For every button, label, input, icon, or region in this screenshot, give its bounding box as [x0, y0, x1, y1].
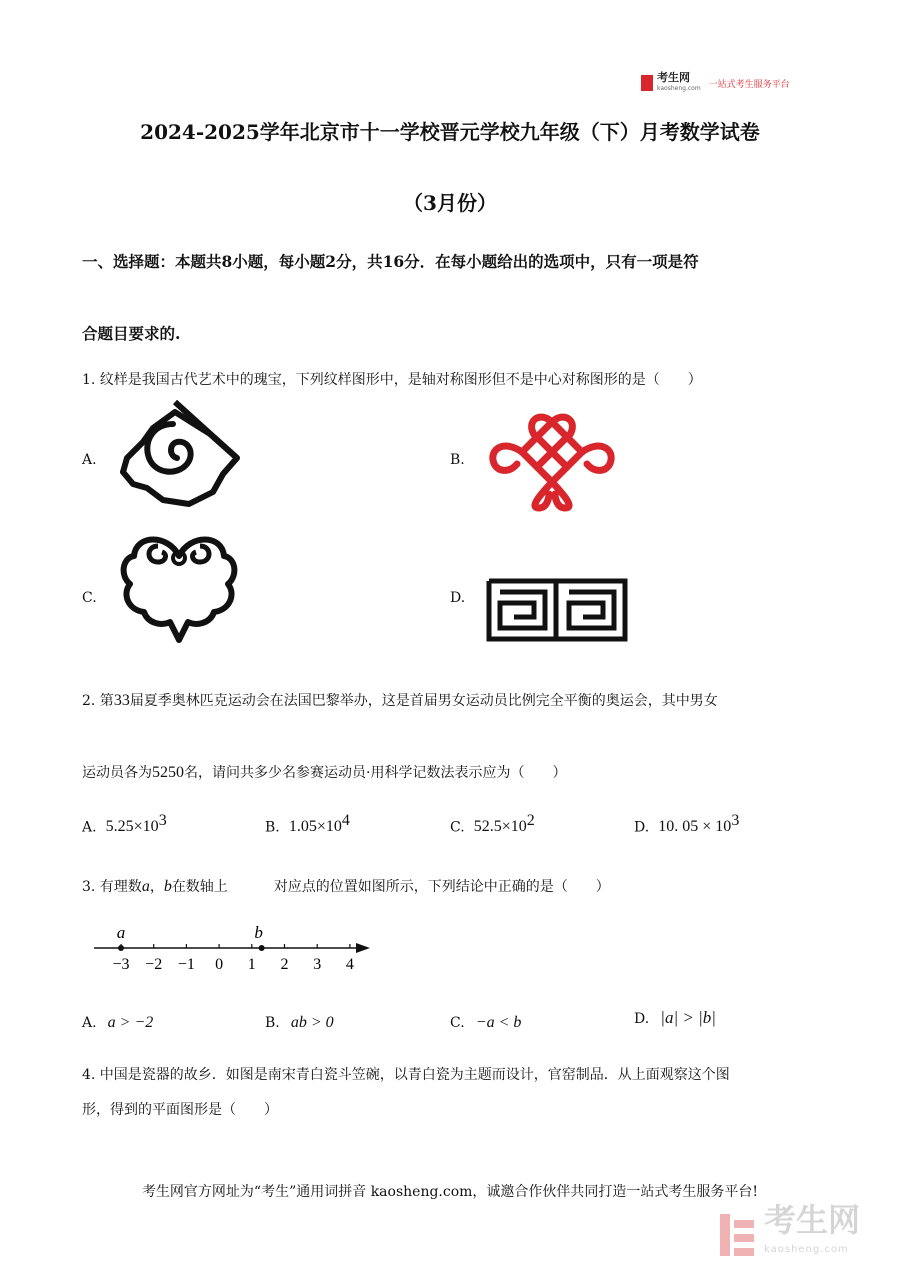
q1-option-c-label: C. — [82, 590, 97, 606]
q2-option-b — [265, 812, 350, 836]
q2-number-33: 33 — [113, 692, 130, 709]
section-heading-line1: 一、选择题：本题共8小题，每小题2分，共16分．在每小题给出的选项中，只有一项是符 — [82, 252, 699, 271]
q3-stem-part: ， — [149, 879, 164, 895]
option-expression: |a| > |b| — [660, 1008, 716, 1027]
point-a-label: a — [116, 923, 126, 942]
page-title: 2024-2025学年北京市十一学校晋元学校九年级（下）月考数学试卷 — [140, 120, 760, 144]
logo-brand — [657, 72, 701, 94]
watermark — [718, 1201, 861, 1265]
option-expression: 5.25×10 — [105, 818, 159, 836]
header-logo — [641, 72, 790, 94]
logo-domain: kaosheng.com — [657, 85, 701, 92]
option-label: C. — [450, 819, 465, 836]
q2-stem-line2 — [82, 762, 566, 782]
q2-option-a — [82, 812, 167, 836]
q2-stem-line1 — [82, 690, 718, 710]
cloud-pattern-icon — [118, 528, 240, 643]
q3-stem-part: 3. 有理数 — [82, 879, 142, 895]
point-b-label: b — [254, 923, 263, 942]
option-label: A. — [82, 1015, 97, 1031]
q3-option-b — [265, 1012, 334, 1032]
watermark-domain: kaosheng.com — [764, 1244, 849, 1255]
option-expression: 10. 05 × 10 — [658, 818, 732, 836]
tick-label: −1 — [177, 956, 195, 973]
tick-label: 4 — [345, 956, 354, 973]
option-expression: ab > 0 — [290, 1014, 334, 1031]
q2-option-c — [450, 812, 535, 836]
watermark-brand-text: 考生网 — [764, 1201, 861, 1239]
tick-label: 1 — [247, 956, 256, 973]
option-exponent: 3 — [158, 812, 167, 829]
logo-slogan: 一站式考生服务平台 — [708, 79, 790, 90]
q3-var-a: a — [141, 878, 150, 895]
section-heading-line2: 合题目要求的. — [82, 324, 181, 343]
q3-option-a — [82, 1012, 153, 1032]
q2-stem-part: 届夏季奥林匹克运动会在法国巴黎举办，这是首届男女运动员比例完全平衡的奥运会，其中男女 — [129, 693, 718, 709]
watermark-brand — [764, 1201, 861, 1265]
q1-option-b-label: B. — [450, 452, 465, 468]
option-label: D. — [634, 1011, 650, 1027]
footer-text: 考生网官方网址为“考生”通用词拼音 kaosheng.com，诚邀合作伙伴共同打造一站式考生服务平台! — [141, 1184, 759, 1200]
logo-brand-text: 考生网 — [657, 71, 690, 84]
q2-stem-part: 运动员各为 — [82, 765, 152, 781]
tick-label: 3 — [313, 956, 322, 973]
chinese-knot-icon — [487, 412, 617, 512]
number-line — [90, 918, 380, 978]
point-b — [259, 945, 265, 951]
q3-stem — [82, 876, 610, 896]
option-expression: 1.05×10 — [288, 818, 342, 836]
q1-stem: 1. 纹样是我国古代艺术中的瑰宝，下列纹样图形中，是轴对称图形但不是中心对称图形的是（ ） — [82, 372, 702, 388]
option-exponent: 3 — [731, 812, 740, 829]
spiral-pattern-icon — [115, 400, 240, 512]
watermark-logo-icon — [718, 1212, 758, 1258]
option-label: D. — [634, 819, 650, 836]
meander-pattern-icon — [486, 578, 628, 642]
logo-mark-icon — [641, 75, 653, 91]
q1-option-a-label: A. — [82, 452, 97, 468]
option-label: B. — [265, 819, 280, 836]
option-expression: a > −2 — [107, 1014, 154, 1031]
q1-option-d-label: D. — [450, 590, 466, 606]
option-exponent: 2 — [526, 812, 535, 829]
q3-option-c — [450, 1012, 521, 1032]
arrow-right-icon — [356, 943, 370, 953]
q3-stem-part: 在数轴上 — [171, 879, 228, 895]
q3-var-b: b — [163, 878, 172, 895]
option-label: C. — [450, 1015, 465, 1031]
q2-number-5250: 5250 — [152, 764, 184, 781]
page-subtitle: （3月份） — [403, 191, 497, 215]
q3-stem-part: 对应点的位置如图所示，下列结论中正确的是（ ） — [273, 879, 610, 895]
option-label: B. — [265, 1015, 280, 1031]
tick-label: 2 — [280, 956, 289, 973]
q3-option-d — [634, 1008, 716, 1028]
tick-label: 0 — [215, 956, 224, 973]
point-a — [118, 945, 124, 951]
tick-label: −2 — [145, 956, 163, 973]
option-exponent: 4 — [341, 812, 350, 829]
q2-option-d — [634, 812, 739, 836]
q2-stem-part: 名，请问共多少名参赛运动员·用科学记数法表示应为（ ） — [184, 765, 567, 781]
q2-stem-part: 2. 第 — [82, 693, 114, 709]
option-expression: 52.5×10 — [473, 818, 527, 836]
tick-label: −3 — [112, 956, 130, 973]
option-label: A. — [82, 819, 97, 836]
q4-stem-line1: 4. 中国是瓷器的故乡．如图是南宋青白瓷斗笠碗，以青白瓷为主题而设计，官窑制品．从上面观察这个图 — [82, 1067, 730, 1083]
option-expression: −a < b — [475, 1014, 522, 1031]
q4-stem-line2: 形，得到的平面图形是（ ） — [82, 1102, 278, 1118]
